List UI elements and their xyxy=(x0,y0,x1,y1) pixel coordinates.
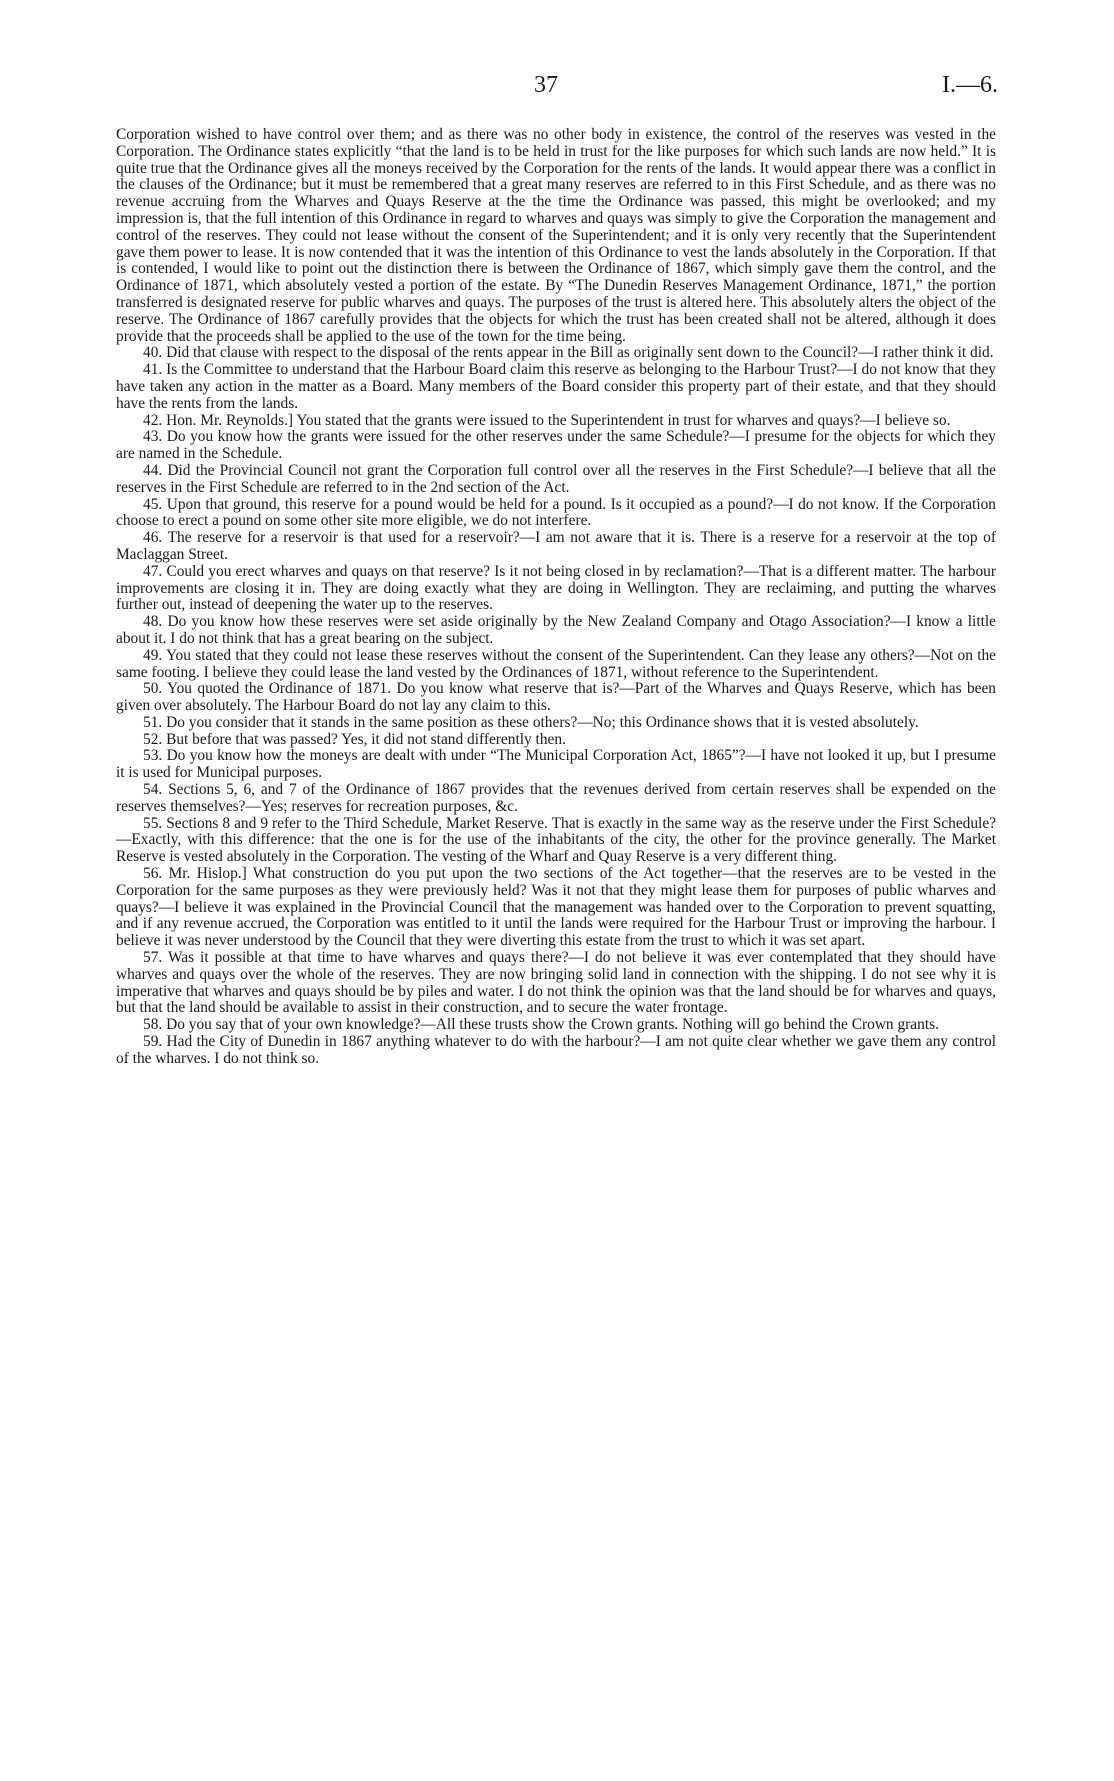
paragraph-q50: 50. You quoted the Ordinance of 1871. Do you know what reserve that is?—Part of the Wharves and Quays Reserve, which has been given over absolutely. The Harbour Board do not lay any claim to this. xyxy=(116,680,996,715)
paragraph-q47: 47. Could you erect wharves and quays on that reserve? Is it not being closed in by reclamation?—That is a different matter. The harbour improvements are closing it in. They are doing exactly what they are doing in Wellington. They are reclaiming, and putting the wharves further out, instead of deepening the water up to the reserves. xyxy=(116,562,996,614)
paragraph-q49: 49. You stated that they could not lease these reserves without the consent of the Superintendent. Can they lease any others?—Not on the same footing. I believe they could lease the land vested by the Ordinances of 1871, without reference to the Superintendent. xyxy=(116,646,996,681)
paragraph-q52: 52. But before that was passed? Yes, it did not stand differently then. xyxy=(143,730,566,748)
paragraph-q57: 57. Was it possible at that time to have wharves and quays there?—I do not believe it was ever contemplated that they should have wharves and quays over the whole of the reserves. They are now bringing solid land in connection with the shipping. I do not see why it is imperative that wharves and quays should be by piles and water. I do not think the opinion was that the land should be for wharves and quays, but that the land should be available to assist in their construction, and to secure the water frontage. xyxy=(116,949,996,1017)
paragraph-q48: 48. Do you know how these reserves were set aside originally by the New Zealand Company and Otago Association?—I know a little about it. I do not think that has a great bearing on the subject. xyxy=(116,613,996,647)
paragraph-q59: 59. Had the City of Dunedin in 1867 anything whatever to do with the harbour?—I am not quite clear whether we gave them any control of the wharves. I do not think so. xyxy=(116,1033,996,1067)
paragraph-q42: 42. Hon. Mr. Reynolds.] You stated that the grants were issued to the Superintendent in trust for wharves and quays?—I believe so. xyxy=(143,411,951,429)
paragraph-q46: 46. The reserve for a reservoir is that used for a reservoir?—I am not aware that it is. There is a reserve for a reservoir at the top of Maclaggan Street. xyxy=(116,529,996,563)
paragraph-q58: 58. Do you say that of your own knowledge?—All these trusts show the Crown grants. Nothing will go behind the Crown grants. xyxy=(143,1016,939,1034)
paragraph-q56: 56. Mr. Hislop.] What construction do you put upon the two sections of the Act together—that the reserves are to be vested in the Corporation for the same purposes as they were previously held? Was it not that they might lease them for purposes of public wharves and quays?—I believe it was explained in the Provincial Council that the management was handed over to the Corporation to prevent squatting, and if any revenue accrued, the Corporation was entitled to it until the lands were required for the Harbour Trust or improving the harbour. I believe it was never understood by the Council that they were diverting this estate from the trust to which it was set apart. xyxy=(116,865,996,950)
paragraph-q41: 41. Is the Committee to understand that the Harbour Board claim this reserve as belonging to the Harbour Trust?—I do not know that they have taken any action in the matter as a Board. Many members of the Board consider this property part of their estate, and that they should have the rents from the lands. xyxy=(116,361,996,412)
document-reference: I.—6. xyxy=(942,72,998,98)
paragraph-q55: 55. Sections 8 and 9 refer to the Third Schedule, Market Reserve. That is exactly in the same way as the reserve under the First Schedule?—Exactly, with this difference: that the one is for the use of the inhabitants of the city, the other for the province generally. The Market Reserve is vested absolutely in the Corporation. The vesting of the Wharf and Quay Reserve is a very different thing. xyxy=(116,814,996,866)
paragraph-q43: 43. Do you know how the grants were issued for the other reserves under the same Schedule?—I presume for the objects for which they are named in the Schedule. xyxy=(116,428,996,463)
paragraph-q40: 40. Did that clause with respect to the disposal of the rents appear in the Bill as originally sent down to the Council?—I rather think it did. xyxy=(143,344,994,362)
page-header xyxy=(0,72,1114,102)
page-number: 37 xyxy=(534,72,558,98)
paragraph-q44: 44. Did the Provincial Council not grant the Corporation full control over all the reserves in the First Schedule?—I believe that all the reserves in the First Schedule are referred to in the 2nd section of the Act. xyxy=(116,461,996,496)
paragraph-q45: 45. Upon that ground, this reserve for a pound would be held for a pound. Is it occupied as a pound?—I do not know. If the Corporation choose to erect a pound on some other site more eligible, we do not interfere. xyxy=(116,495,996,530)
paragraph-continuation: Corporation wished to have control over them; and as there was no other body in existence, the control of the reserves was vested in the Corporation. The Ordinance states explicitly “that the land is to be held in trust for the like purposes for which such lands are now held.” It is quite true that the Ordinance gives all the moneys received by the Corporation for the rents of the lands. It would appear there was a conflict in the clauses of the Ordinance; but it must be remembered that a great many reserves are referred to in this First Schedule, and as there was no revenue accruing from the Wharves and Quays Reserve at the the time the Ordinance was passed, this might be overlooked; and my impression is, that the full intention of this Ordinance in regard to wharves and quays was simply to give the Corporation the management and control of the reserves. They could not lease without the consent of the Superintendent; and it is only very recently that the Superintendent gave them power to lease. It is now contended that it was the intention of this Ordinance to vest the lands absolutely in the Corporation. If that is contended, I would like to point out the distinction there is between the Ordinance of 1867, which simply gave them the control, and the Ordinance of 1871, which absolutely vested a portion of the estate. By “The Dunedin Reserves Management Ordinance, 1871,” the portion transferred is designated reserve for public wharves and quays. The purposes of the trust is altered here. This absolutely alters the object of the reserve. The Ordinance of 1867 carefully provides that the objects for which the trust has been created shall not be altered, although it does provide that the proceeds shall be applied to the use of the town for the time being. xyxy=(116,126,996,345)
paragraph-q53: 53. Do you know how the moneys are dealt with under “The Municipal Corporation Act, 1865”?—I have not looked it up, but I presume it is used for Municipal purposes. xyxy=(116,747,996,782)
body-text xyxy=(116,127,996,1068)
paragraph-q54: 54. Sections 5, 6, and 7 of the Ordinance of 1867 provides that the revenues derived from certain reserves shall be expended on the reserves themselves?—Yes; reserves for recreation purposes, &c. xyxy=(116,781,996,815)
paragraph-q51: 51. Do you consider that it stands in the same position as these others?—No; this Ordinance shows that it is vested absolutely. xyxy=(143,713,919,731)
